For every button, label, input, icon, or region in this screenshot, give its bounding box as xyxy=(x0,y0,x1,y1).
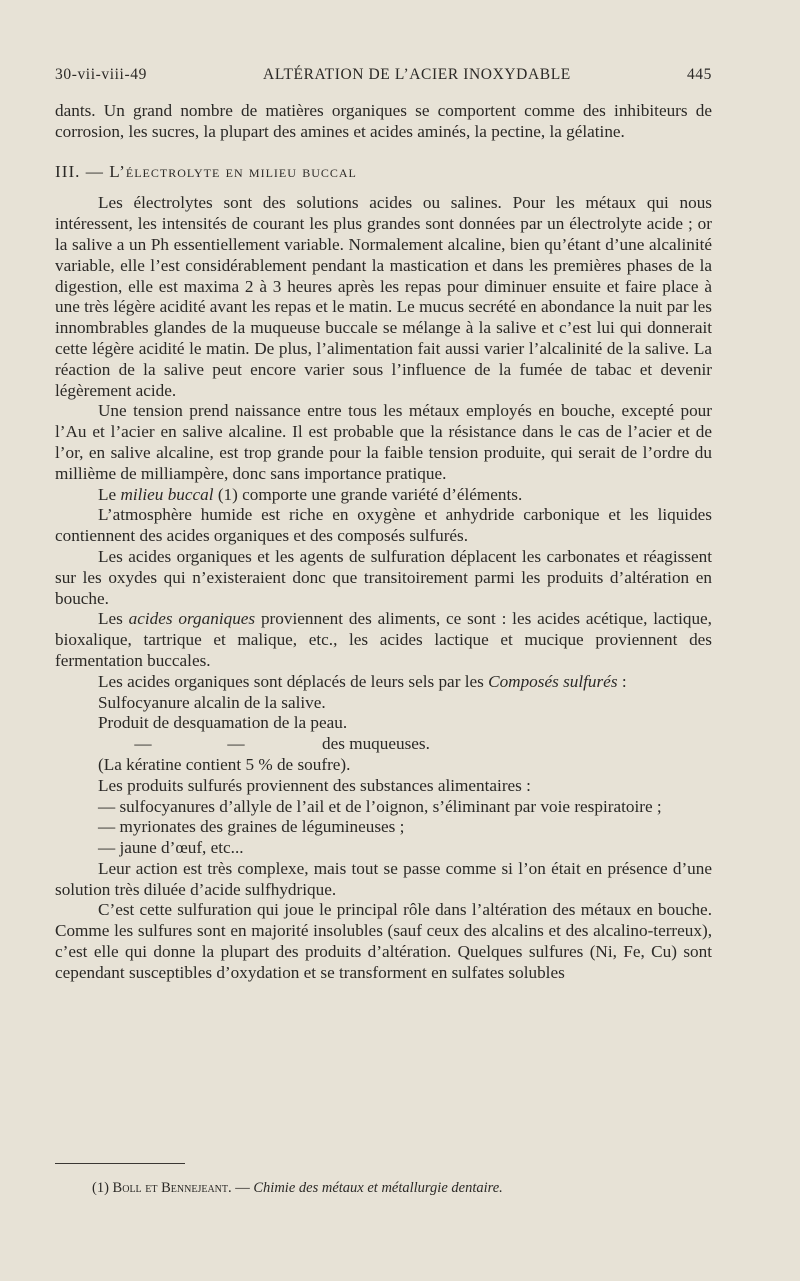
header-title: ALTÉRATION DE L’ACIER INOXYDABLE xyxy=(263,66,571,83)
footnote-authors: Boll et Bennejeant. xyxy=(112,1180,232,1196)
paragraph: Le milieu buccal (1) comporte une grande variété d’éléments. xyxy=(98,484,523,504)
paragraph: dants. Un grand nombre de matières organiques se comportent comme des inhibiteurs de corrosion, les sucres, la plupart des amines et acides aminés, la pectine, la gélatine. xyxy=(55,101,712,141)
page-number: 445 xyxy=(686,66,712,83)
body-text xyxy=(55,101,712,984)
list-item: (La kératine contient 5 % de soufre). xyxy=(98,754,351,774)
paragraph: — sulfocyanures d’allyle de l’ail et de l’oignon, s’éliminant par voie respiratoire ; xyxy=(98,796,662,816)
list-item: Sulfocyanure alcalin de la salive. xyxy=(98,692,326,712)
paragraph: — jaune d’œuf, etc... xyxy=(98,838,244,858)
paragraph: Les acides organiques sont déplacés de leurs sels par les Composés sulfurés : xyxy=(98,671,627,691)
paragraph: Les électrolytes sont des solutions acides ou salines. Pour les métaux qui nous intéressent, les intensités de courant les plus grandes sont données par un électrolyte acide ; or la salive a un Ph essentiellement variable. Normalement alcaline, bien qu’étant d’une alcalinité variable, elle l’est considérablement pendant la mastication et dans les premières phases de la digestion, elle est maxima 2 à 3 heures après les repas pour diminuer ensuite et faire place à une très légère acidité avant les repas et le matin. Le mucus secrété en abondance la nuit par les innombrables glandes de la muqueuse buccale se mélange à la salive et c’est lui qui donnerait cette légère acidité le matin. De plus, l’alimentation fait aussi varier l’alcalinité de la salive. La réaction de la salive peut encore varier sous l’influence de la fumée de tabac et devenir légèrement acide. xyxy=(55,193,712,400)
list-item: — — des muqueuses. xyxy=(134,734,430,754)
paragraph: Les acides organiques proviennent des aliments, ce sont : les acides acétique, lactique, bioxalique, tartrique et malique, etc., les acides lactique et mucique proviennent des fermentation buccales. xyxy=(55,609,712,670)
paragraph: Les acides organiques et les agents de sulfuration déplacent les carbonates et réagissent sur les oxydes qui n’existeraient donc que transitoirement parmi les produits d’altération en bouche. xyxy=(55,546,712,608)
section-heading: III. — L’électrolyte en milieu buccal xyxy=(55,161,357,181)
paragraph: L’atmosphère humide est riche en oxygène et anhydride carbonique et les liquides contiennent des acides organiques et des composés sulfurés. xyxy=(55,505,712,546)
running-header xyxy=(55,66,712,84)
emphasis: acides organiques xyxy=(128,609,256,629)
header-date: 30-vii-viii-49 xyxy=(55,66,147,83)
paragraph: Leur action est très complexe, mais tout se passe comme si l’on était en présence d’une solution très diluée d’acide sulfhydrique. xyxy=(55,858,712,899)
paragraph: Les produits sulfurés proviennent des substances alimentaires : xyxy=(98,775,531,795)
footnote-marker: (1) xyxy=(92,1180,109,1196)
footnote-title: Chimie des métaux et métallurgie dentaire. xyxy=(253,1180,503,1196)
footnote: (1) Boll et Bennejeant. — Chimie des métaux et métallurgie dentaire. xyxy=(92,1180,503,1196)
paragraph: C’est cette sulfuration qui joue le principal rôle dans l’altération des métaux en bouche. Comme les sulfures sont en majorité insolubles (sauf ceux des alcalins et des alcalino-terreux), c’est elle qui donne la plupart des produits d’altération. Quelques sulfures (Ni, Fe, Cu) sont cependant susceptibles d’oxydation et se transforment en sulfates solubles xyxy=(55,900,712,982)
footnote-divider xyxy=(55,1163,185,1164)
paragraph: — myrionates des graines de légumineuses ; xyxy=(98,817,405,837)
emphasis: Composés sulfurés xyxy=(488,671,618,691)
emphasis: milieu buccal xyxy=(120,484,214,504)
paragraph: Une tension prend naissance entre tous les métaux employés en bouche, excepté pour l’Au et l’acier en salive alcaline. Il est probable que la résistance dans le cas de l’acier et de l’or, en salive alcaline, est trop grande pour la faible tension produite, qui serait de l’ordre du millième de milliampère, donc sans importance pratique. xyxy=(55,401,712,483)
list-item: Produit de desquamation de la peau. xyxy=(98,713,348,733)
